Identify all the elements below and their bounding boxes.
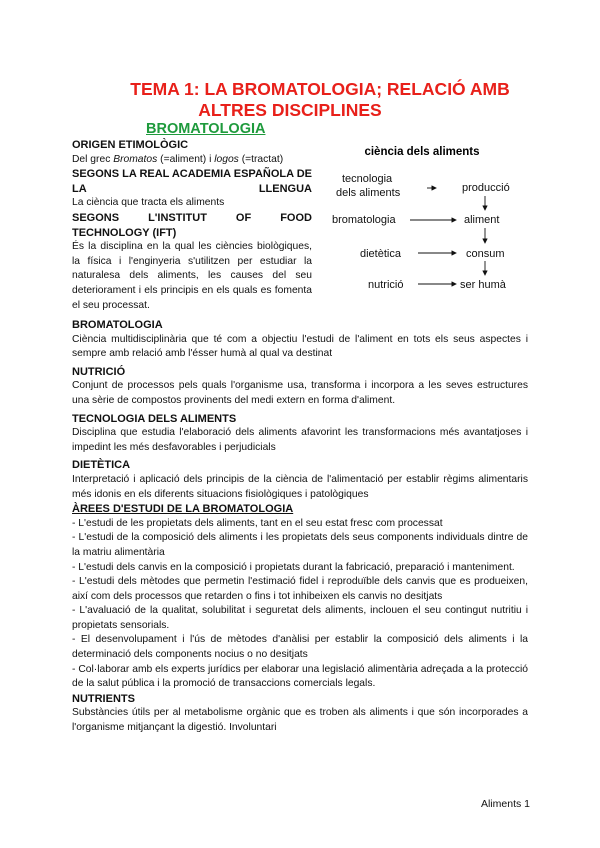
diagram-right-2: consum [466, 248, 505, 260]
diagram-left-3: dietètica [360, 248, 401, 260]
sections-block [72, 318, 528, 736]
page-footer: Aliments 1 [480, 798, 530, 810]
bromatologia-text: Ciència multidisciplinària que té com a objectiu l'estudi de l'aliment en tots els seus aspectes i sempre amb relació amb l'ésser humà al qual va destinat [72, 333, 528, 360]
ift-heading-line1: SEGONS L'INSTITUT OF FOOD [72, 211, 312, 224]
diagram-left-2: bromatologia [332, 214, 396, 226]
diagram-right-3: ser humà [460, 279, 506, 291]
areas-heading: ÀREES D'ESTUDI DE LA BROMATOLOGIA [72, 503, 294, 516]
areas-item: - El desenvolupament i l'ús de mètodes d'anàlisi per establir la composició dels aliments i la determinació dels components nocius o no desitjats [72, 634, 528, 661]
section-subtitle: BROMATOLOGIA [146, 121, 266, 137]
origen-term-bromatos: Bromatos [113, 153, 158, 165]
tecnologia-text: Disciplina que estudia l'elaboració dels aliments afavorint les transformacions més avantatjoses i impedint les més desfavorables i perjudicials [72, 427, 528, 453]
origen-text: Del grec Bromatos (=aliment) i logos (=tractat) [72, 153, 284, 165]
areas-item: - L'estudi de les propietats dels aliments, tant en el seu estat fresc com processat [72, 517, 443, 529]
areas-item: - L'avaluació de la qualitat, solubilitat i seguretat dels aliments, inclouen el seu contingut nutritiu i propietats sensorials. [72, 605, 528, 631]
areas-item: - L'estudi de la composició dels aliments i les propietats dels seus components individuals dintre de la matriu alimentària [72, 532, 528, 558]
areas-item: - L'estudi dels mètodes que permetin l'estimació fidel i reproduïble dels canvis que es produeixen, així com dels processos que retarden o fins i tot inhibeixen els canvis no desitjats [72, 576, 528, 602]
rae-text: La ciència que tracta els aliments [72, 197, 225, 209]
diagram-right-0: producció [462, 182, 510, 194]
bromatologia-heading: BROMATOLOGIA [72, 319, 163, 331]
diagram-left-0: tecnologia [342, 173, 393, 185]
nutricio-heading: NUTRICIÓ [72, 365, 126, 378]
diagram-left-1: dels aliments [336, 187, 401, 199]
nutrients-heading: NUTRIENTS [72, 692, 135, 705]
diagram-title: ciència dels aliments [364, 146, 480, 158]
page-title-line2: ALTRES DISCIPLINES [198, 100, 382, 120]
rae-heading: SEGONS LA REAL ACADEMIA ESPAÑOLA DE LA LLENGUA [72, 168, 312, 195]
ift-heading-line2: TECHNOLOGY (IFT) [72, 226, 177, 239]
origen-heading: ORIGEN ETIMOLÒGIC [72, 139, 189, 151]
diagram-left-4: nutrició [368, 279, 404, 291]
nutrients-text: Substàncies útils per al metabolisme orgànic que es troben als aliments i que són incorporades a l'organisme mitjançant la digestió. Involuntari [72, 707, 528, 734]
origen-term-logos: logos [214, 153, 239, 165]
ift-text: És la disciplina en la qual les ciències biològiques, la física i l'enginyeria s'utilitzen per estudiar la naturalesa dels aliments, les causes del seu deteriorament i els principis en els quals es fomenta el seu processat. [72, 241, 312, 311]
dietetica-heading: DIETÈTICA [72, 459, 131, 472]
areas-item: - Col·laborar amb els experts jurídics per elaborar una legislació alimentària adreçada a la protecció de la salut pública i la promoció de transaccions comercials legals. [72, 663, 528, 690]
nutricio-text: Conjunt de processos pels quals l'organisme usa, transforma i incorpora a les seves estructures una sèrie de compostos provinents del medi extern en forma d'aliment. [72, 380, 528, 406]
areas-item: - L'estudi dels canvis en la composició i propietats durant la fabricació, preparació i manteniment. [72, 561, 515, 573]
food-science-diagram [322, 140, 522, 300]
diagram-right-1: aliment [464, 214, 500, 226]
page-title-line1: TEMA 1: LA BROMATOLOGIA; RELACIÓ AMB [130, 79, 510, 99]
left-column [72, 138, 312, 313]
tecnologia-heading: TECNOLOGIA DELS ALIMENTS [72, 412, 237, 425]
dietetica-text: Interpretació i aplicació dels principis de la ciència de l'alimentació per establir règims alimentaris més idonis en els diferents situacions fisiològiques i patològiques [72, 473, 528, 500]
